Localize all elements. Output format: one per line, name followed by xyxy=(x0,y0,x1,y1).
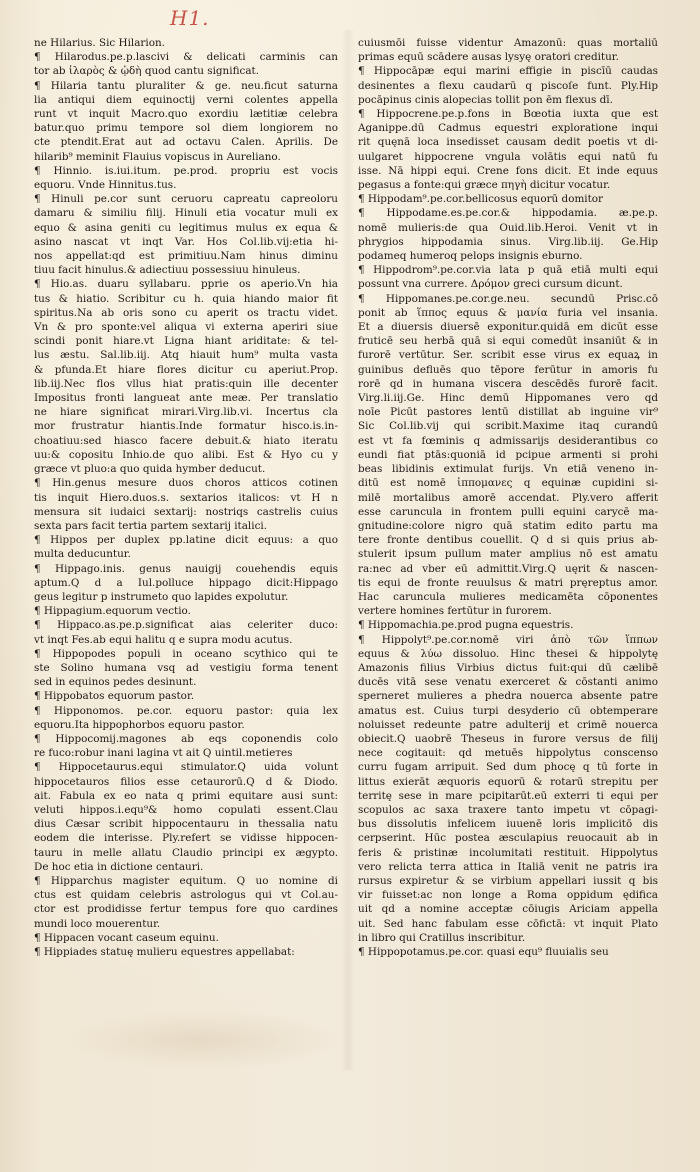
text-line: lus æstu. Sal.lib.iij. Atq hiauit hum⁹ multa vasta xyxy=(34,349,338,362)
text-line: rit quęnā loca insedisset causam dedit poetis vt di- xyxy=(358,136,658,149)
gutter-shadow xyxy=(341,30,355,1070)
text-line: ¶ Hilaria tantu pluraliter & ge. neu.ficut saturna xyxy=(34,79,338,92)
text-line: mor frustratur hiantis.Inde formatur hisco.is.in- xyxy=(34,420,338,433)
text-line: nos appellat:qd est primitiuu.Nam hinus diminu xyxy=(34,250,338,263)
text-line: mensura sit iudaici sextarij: nostriqs castrelis cuius xyxy=(34,505,338,518)
text-line: ditū est nomē ἱππομανες q equinæ cupidini si- xyxy=(358,477,658,490)
text-line: primas equū scādere ausas lysyę oratori creditur. xyxy=(358,51,619,64)
text-line: tis inquit Hiero.duos.s. sextarios italicos: vt H n xyxy=(34,491,338,504)
text-line: bus dissolutis infelicem iuuenē loris implicitō dis xyxy=(358,818,658,831)
text-line: territę sese in mare pcipitarūt.eū exterri ti equi per xyxy=(358,789,658,802)
text-line: fruticē seu herbā quā si equi comedūt insaniūt & in xyxy=(358,335,658,348)
text-line: uu:& copositu Inhio.de quo alibi. Est & Hyo cu y xyxy=(34,448,338,461)
text-line: aptum.Q d a Iul.polluce hippago dicit:Hippago xyxy=(34,576,338,589)
text-line: ¶ Hippago.inis. genus nauigij couehendis equis xyxy=(34,562,338,575)
text-line: Et a diuersis diuersē exponitur.quidā em dicūt esse xyxy=(358,321,658,334)
right-text-column xyxy=(358,36,658,959)
text-line: milē mortalibus amorē accendat. Ply.vero afferit xyxy=(358,491,658,504)
text-line: re fuco:robur inani lagina vt ait Q uintil.metiетes xyxy=(34,747,293,760)
text-line: tor ab ἱλαρὸς & ᾠδὴ quod cantu significat. xyxy=(34,65,259,78)
text-line: geus legitur p instrumeto quo lapides expolutur. xyxy=(34,590,289,603)
text-line: uit. Sed hanc fabulam esse cōfictā: vt inquit Plato xyxy=(358,917,658,930)
text-line: equoru. Vnde Hinnitus.tus. xyxy=(34,179,177,192)
text-line: amatus est. Cuius turpi desyderio cū obtemperare xyxy=(358,704,658,717)
text-line: ¶ Hippobatos equorum pastor. xyxy=(34,690,195,703)
text-line: ¶ Hin.genus mesure duos choros atticos cotinen xyxy=(34,477,338,490)
text-line: lib.iij.Nec flos vllus hiat pratis:quin ille decenter xyxy=(34,377,338,390)
text-line: ¶ Hippomanes.pe.cor.ge.neu. secundū Prisc.cō xyxy=(358,292,658,305)
text-line: isse. Nā hippi equi. Crene fons dicit. Et inde equus xyxy=(358,164,658,177)
text-line: spiritus.Na ab oris sono cu aperit os tractu videt. xyxy=(34,306,338,319)
text-line: & pfunda.Et hiare flores dicitur cu aperiut.Prop. xyxy=(34,363,338,376)
text-line: obiecit.Q uaobrē Theseus in furore versus de filij xyxy=(358,732,658,745)
text-line: vertere homines fertūtur in furorem. xyxy=(358,605,552,618)
text-line: tauru in melle allatu Claudio principi ex ægypto. xyxy=(34,846,338,859)
text-line: De hoc etia in dictione centauri. xyxy=(34,860,204,873)
text-line: ¶ Hilarodus.pe.p.lascivi & delicati carminis can xyxy=(34,51,338,64)
text-line: guinibus defluēs quo tēpore ferūtur in amoris fu xyxy=(358,363,658,376)
text-line: desinentes a flexu caudarū q piscoſe funt. Ply.Hip xyxy=(358,79,658,92)
text-line: ¶ Hippocomij.magones ab eqs coponendis colo xyxy=(34,732,338,745)
text-line: ¶ Hippodrom⁹.pe.cor.via lata p quā etiā multi equi xyxy=(358,264,658,277)
text-line: pegasus a fonte:qui græce πηγὴ dicitur vocatur. xyxy=(358,179,611,192)
text-line: ra:nec ad vber eū admittit.Virg.Q uęrit & nascen- xyxy=(358,562,658,575)
text-line: uulgaret hippocrene vngula volātis equi natū fu xyxy=(358,150,658,163)
text-line: equoru.Ita hippophorbos equoru pastor. xyxy=(34,718,245,731)
text-line: Impositus fronti langueat ante meæ. Per translatio xyxy=(34,392,338,405)
text-line: tus & hiatio. Scribitur cu h. quia hiando maior fit xyxy=(34,292,338,305)
text-line: cuiusmōi fuisse videntur Amazonū: quas mortaliū xyxy=(358,37,658,49)
text-line: littus exierāt æquoris equorū & rotarū strepitu per xyxy=(358,775,658,788)
text-line: est vt fa fœminis q admissarijs desiderantibus co xyxy=(358,434,658,447)
text-line: ¶ Hippocetaurus.equi stimulator.Q uida volunt xyxy=(34,761,338,774)
text-line: Hac caruncula mulieres medicamēta cōponentes xyxy=(358,590,658,603)
text-line: cerpserint. Hūc postea æsculapius reuocauit ab in xyxy=(358,832,658,845)
text-line: eodem die interisse. Ply.refert se vidisse hippocen- xyxy=(34,832,338,845)
text-line: ¶ Hippopodes populi in oceano scythico qui te xyxy=(34,647,338,660)
text-line: feris & pristinæ incolumitati restituit. Hippolytus xyxy=(358,846,658,859)
text-line: noīe Picūt pastores lentū distillat ab inguine vir⁹ xyxy=(358,406,658,419)
text-line: scopulos ac saxa traxere tanto impetu vt cōpagi- xyxy=(358,803,658,816)
text-line: mundi loco mouerentur. xyxy=(34,917,161,930)
text-line: rursus expiretur & se virbium appellari iussit q bis xyxy=(358,874,658,887)
text-line: furorē vertūtur. Ser. scribit esse virus ex equaꝝ in xyxy=(358,349,658,362)
text-line: podameq humeroq pelops insignis eburno. xyxy=(358,250,583,263)
text-line: esse caruncula in frontem pulli equini carycē ma- xyxy=(358,505,658,518)
text-line: vt inqt Fes.ab equi halitu q e supra modu acutus. xyxy=(34,633,293,646)
text-line: equo & asina geniti cu legitimus mulus ex equa & xyxy=(34,221,338,234)
text-line: Amazonis filius Virbius dictus fuit:qui dū cælibē xyxy=(358,661,658,674)
text-line: tis equi de fronte reuulsus & matri pręreptus amor. xyxy=(358,576,658,589)
text-line: ctus est quidam celebris astrologus qui vt Col.au- xyxy=(34,889,338,902)
text-line: ¶ Hippocrene.pe.p.fons in Bœotia iuxta que est xyxy=(358,108,658,121)
text-line: ¶ Hippodam⁹.pe.cor.bellicosus equorū domitor xyxy=(358,193,604,206)
text-line: hippocetauros filios esse cetaurorū.Q d & Diodo. xyxy=(34,775,338,788)
text-line: dius Cæsar scribit hippocentauru in thessalia natu xyxy=(34,818,338,831)
text-line: noluisset redeunte patre adulterij et crimē nouerca xyxy=(358,718,658,731)
text-line: tere fronte dentibus couellit. Q d si quis prius ab- xyxy=(358,534,658,547)
text-line: vero relicta terra attica in Italiā venit ne patris ira xyxy=(358,860,658,873)
text-line: ¶ Hipparchus magister equitum. Q uo nomine di xyxy=(34,874,338,887)
text-line: batur.quo primu tempore sol diem longiorem no xyxy=(34,122,338,135)
text-line: ¶ Hippacen vocant caseum equinu. xyxy=(34,931,219,944)
text-line: ¶ Hippos per duplex pp.latine dicit equus: a quo xyxy=(34,534,338,547)
text-line: ¶ Hinuli pe.cor sunt ceruoru capreatu capreoloru xyxy=(34,193,338,206)
text-line: tiuu facit hinulus.& adiectiuu possessiuu hinuleus. xyxy=(34,264,301,277)
text-line: Virg.li.iij.Ge. Hinc demū Hippomanes vero qd xyxy=(358,392,658,405)
text-line: vir fuisset:ac non longe a Roma oppidum ędifica xyxy=(358,889,658,902)
text-line: stulerit ipsum pullum mater amplius nō est amatu xyxy=(358,548,658,561)
text-line: multa deducuntur. xyxy=(34,548,131,561)
text-line: beas libidinis extimulat furijs. Vn etiā veneno in- xyxy=(358,463,658,476)
text-line: curru fugam arripuit. Sed dum phocę q tū forte in xyxy=(358,761,658,774)
text-line: choatiuu:sed hiasco facere debuit.& hiato iteratu xyxy=(34,434,338,447)
text-line: sed in equinos pedes desinunt. xyxy=(34,676,197,689)
left-text-column xyxy=(34,36,338,959)
paper-stain xyxy=(60,1010,340,1070)
text-line: ¶ Hio.as. duaru syllabaru. ppriе os aperio.Vn hia xyxy=(34,278,338,291)
text-line: Vn & pro sponte:vel aliqua vi externa aperiri siue xyxy=(34,321,338,334)
text-line: in libro qui Cratillus inscribitur. xyxy=(358,931,526,944)
text-line: cte ptendit.Erat aut ad octavu Calen. Aprilis. De xyxy=(34,136,338,149)
text-line: hilarib⁹ meminit Flauius vopiscus in Aureliano. xyxy=(34,150,281,163)
text-line: ¶ Hipponomos. pe.cor. equoru pastor: quia lex xyxy=(34,704,338,717)
text-line: runt vt inquit Macro.quo exordiu lætitiæ celebra xyxy=(34,108,338,121)
text-line: ait. Fabula ex eo nata q primi equitare ausi sunt: xyxy=(34,789,338,802)
text-line: nomē mulieris:de qua Ouid.lib.Heroi. Venit vt in xyxy=(358,221,658,234)
text-line: ne Hilarius. Sic Hilarion. xyxy=(34,37,165,49)
text-line: damaru & similiu filij. Hinuli etia vocatur muli ex xyxy=(34,207,338,220)
text-line: ne hiare significat mirari.Virg.lib.vi. Incertus cla xyxy=(34,406,338,419)
text-line: ¶ Hippiades statuę mulieru equestres appellabat: xyxy=(34,946,295,958)
text-line: pocāpinus cinis alopecias tollit pon ēm flexus dī. xyxy=(358,93,613,106)
text-line: ¶ Hippomachia.pe.prod pugna equestris. xyxy=(358,619,574,632)
text-line: lia antiqui diem equinoctij verni colentes appella xyxy=(34,93,338,106)
text-line: ¶ Hinnio. is.iui.itum. pe.prod. propriu est vocis xyxy=(34,164,338,177)
text-line: ¶ Hippopotamus.pe.cor. quasi equ⁹ fluuialis seu xyxy=(358,946,609,958)
text-line: gnitudine:colore nigro quā statim edito partu ma xyxy=(358,519,658,532)
text-line: Sic Col.lib.vij qui scribit.Maxime itaq curandū xyxy=(358,420,658,433)
handwritten-folio-annotation: H1. xyxy=(170,6,210,30)
text-line: ponit ab ἵππος equus & μανία furia vel insania. xyxy=(358,306,658,319)
text-line: ¶ Hippaco.as.pe.p.significat aias celeriter duco: xyxy=(34,619,338,632)
text-line: possunt vna currere. Δρόμον greci cursum dicunt. xyxy=(358,278,623,291)
text-line: ducēs vitā sese venatu exerceret & cōstanti animo xyxy=(358,676,658,689)
text-line: nece cogitauit: qd metuēs hippolytus conscenso xyxy=(358,747,658,760)
text-line: scindi ponit hiare.vt Ligna hiant ariditate: & tel- xyxy=(34,335,338,348)
text-line: eundi fiat ptās:quoniā id pcipue armenti si prohi xyxy=(358,448,658,461)
text-line: ste Solino humana vsq ad vestigiu forma tenent xyxy=(34,661,338,674)
text-line: phrygios hippodamia sinus. Virg.lib.iij. Ge.Hip xyxy=(358,235,658,248)
text-line: equus & λύω dissoluo. Hinc thesei & hippolytę xyxy=(358,647,658,660)
text-line: ¶ Hippagium.equorum vectio. xyxy=(34,605,191,618)
text-line: ¶ Hippocāpæ equi marini effigie in piscīū caudas xyxy=(358,65,658,78)
text-line: ¶ Hippodame.es.pe.cor.& hippodamia. æ.pe.p. xyxy=(358,207,658,220)
text-line: veluti hippos.i.equ⁹& homo copulati essent.Clau xyxy=(34,803,338,816)
text-line: uit qd a nomine acceptæ cōiugis Ariciam appella xyxy=(358,903,658,916)
text-line: asino nascat vt inqt Var. Hos Col.lib.vij:etia hi- xyxy=(34,235,338,248)
text-line: ¶ Hippolyt⁹.pe.cor.nomē viri ἀπὸ τῶν ἵππων xyxy=(358,633,658,646)
text-line: Aganippe.dū Cadmus equestri exploratione inqui xyxy=(358,122,658,135)
text-line: sexta pars facit tertia partem sextarij italici. xyxy=(34,519,268,532)
text-line: rorē qd in humana viscera descēdēs furorē facit. xyxy=(358,377,658,390)
text-line: ctor est prodidisse fertur tempus fore quo cardines xyxy=(34,903,338,916)
text-line: sperneret mulieres a phedra nouerca absente patre xyxy=(358,690,658,703)
text-line: græce vt pluo:a quo quida hymber deducut. xyxy=(34,463,266,476)
